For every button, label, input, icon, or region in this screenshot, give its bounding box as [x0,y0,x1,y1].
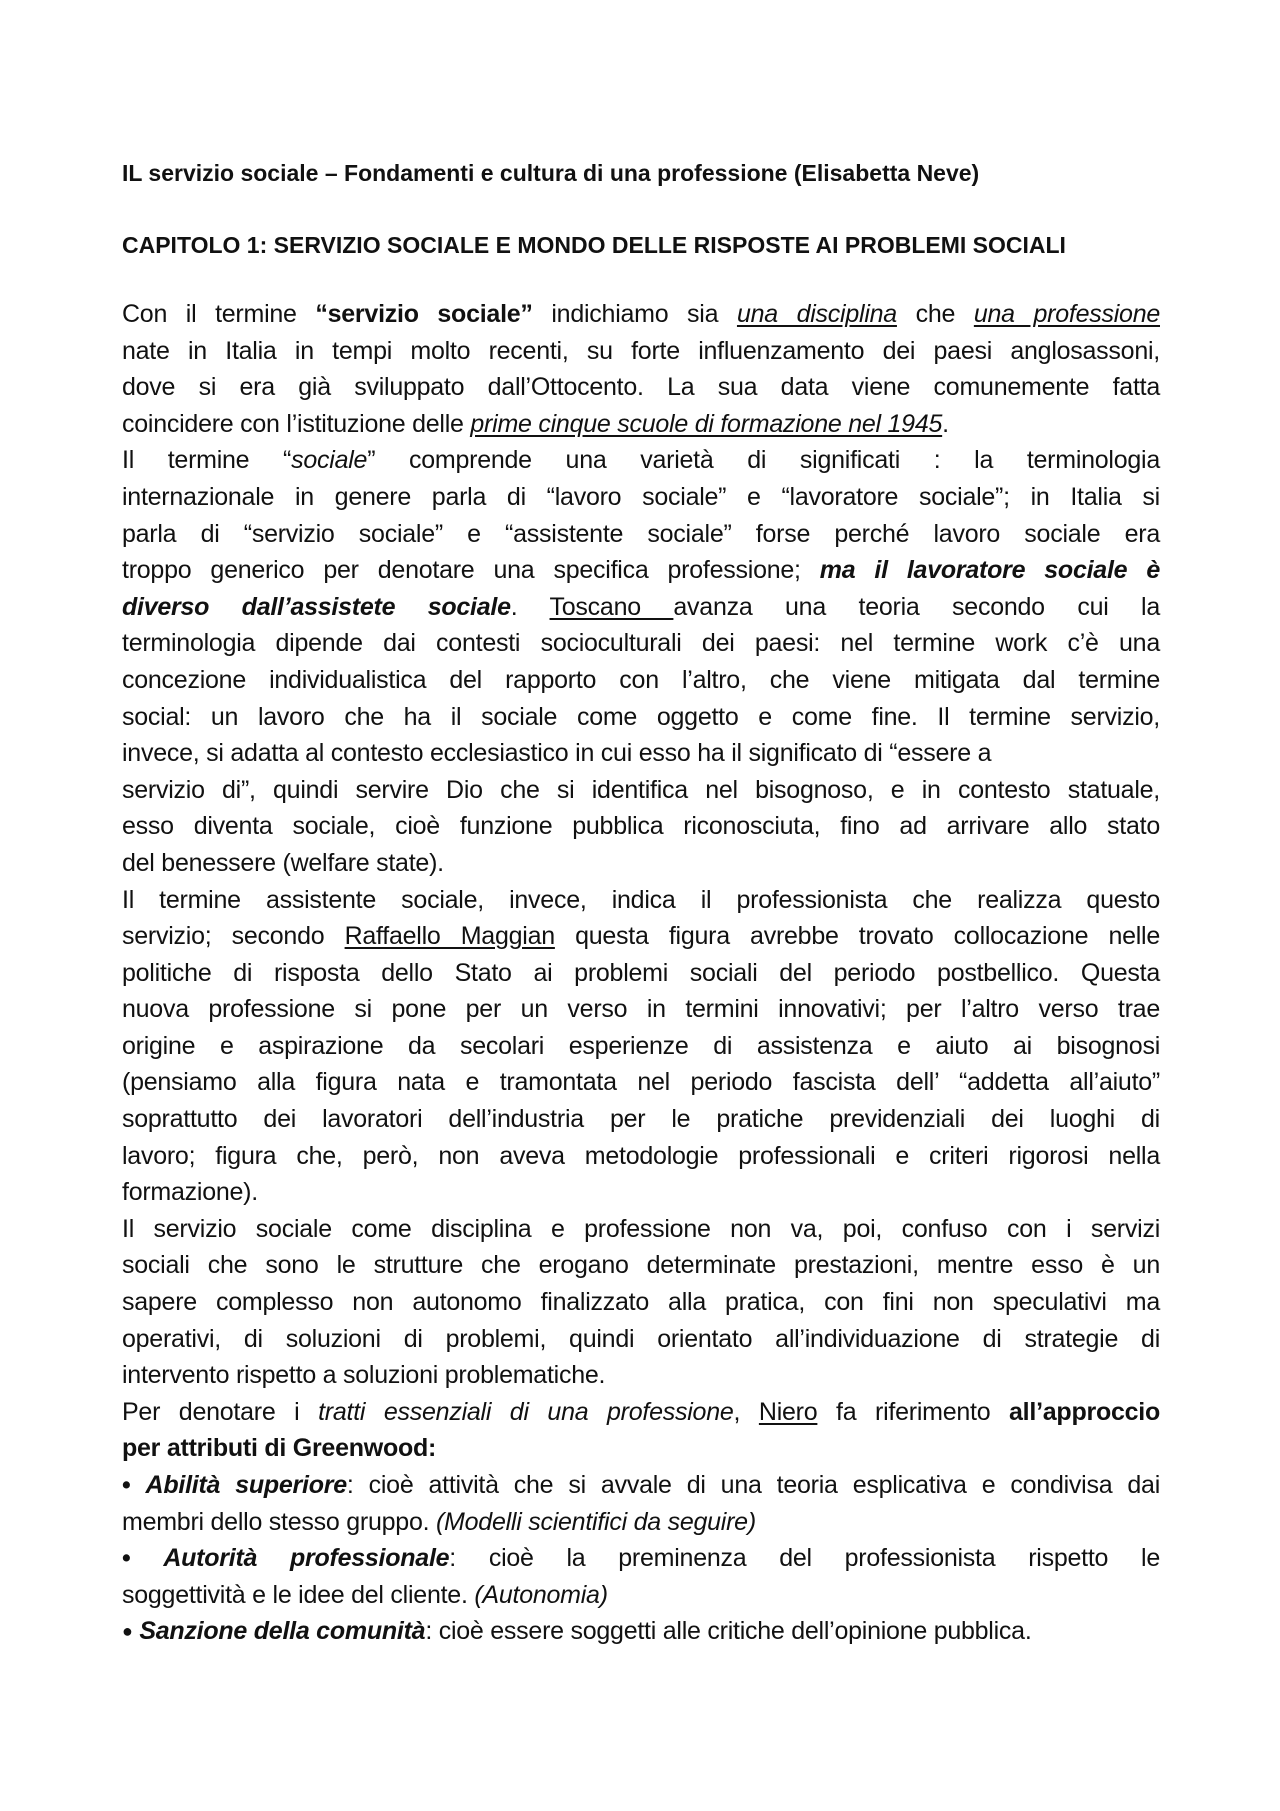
text-line: troppo generico per denotare una specifica professione; ma il lavoratore sociale è [122,556,1160,585]
paragraph-1 [122,296,1160,442]
attributes-list [122,1467,1160,1650]
text-line: esso diventa sociale, cioè funzione pubblica riconosciuta, fino ad arrivare allo stato [122,812,1160,841]
text-line: parla di “servizio sociale” e “assistente sociale” forse perché lavoro sociale era [122,519,1160,548]
text-line: (pensiamo alla figura nata e tramontata nel periodo fascista dell’ “addetta all’aiuto” [122,1068,1160,1097]
list-item: • Autorità professionale: cioè la preminenza del professionista rispetto le [122,1544,1160,1573]
list-item: ● Sanzione della comunità: cioè essere soggetti alle critiche dell’opinione pubblica. [122,1617,1032,1646]
text-line: internazionale in genere parla di “lavoro sociale” e “lavoratore sociale”; in Italia si [122,482,1160,511]
text-line: Per denotare i tratti essenziali di una professione, Niero fa riferimento all’approccio [122,1397,1160,1426]
chapter-heading: CAPITOLO 1: SERVIZIO SOCIALE E MONDO DELLE RISPOSTE AI PROBLEMI SOCIALI [122,232,1066,258]
text-line: concezione individualistica del rapporto con l’altro, che viene mitigata dal termine [122,665,1160,694]
list-item: • Abilità superiore: cioè attività che si avvale di una teoria esplicativa e condivisa dai [122,1471,1160,1499]
text-line: nuova professione si pone per un verso in termini innovativi; per l’altro verso trae [122,995,1160,1024]
text-line: sapere complesso non autonomo finalizzato alla pratica, con fini non speculativi ma [122,1288,1160,1317]
text-line: politiche di risposta dello Stato ai problemi sociali del periodo postbellico. Questa [122,958,1160,987]
text-line: terminologia dipende dai contesti socioculturali dei paesi: nel termine work c’è una [122,629,1160,658]
text-line: lavoro; figura che, però, non aveva metodologie professionali e criteri rigorosi nella [122,1141,1160,1170]
text-line: invece, si adatta al contesto ecclesiastico in cui esso ha il significato di “essere a [122,739,992,768]
text-line: coincidere con l’istituzione delle prime cinque scuole di formazione nel 1945. [122,409,949,438]
text-line: per attributi di Greenwood: [122,1434,437,1463]
list-item-continuation: membri dello stesso gruppo. (Modelli scientifici da seguire) [122,1507,756,1536]
text-line: soprattutto dei lavoratori dell’industria per le pratiche previdenziali dei luoghi di [122,1105,1160,1134]
text-line: Il servizio sociale come disciplina e professione non va, poi, confuso con i servizi [122,1214,1160,1243]
text-line: social: un lavoro che ha il sociale come oggetto e come fine. Il termine servizio, [122,702,1160,731]
bullet-icon: • [122,1544,131,1573]
text-line: del benessere (welfare state). [122,848,444,877]
text-line: Con il termine “servizio sociale” indichiamo sia una disciplina che una professione [122,300,1160,328]
bullet-icon: ● [122,1621,133,1642]
bullet-icon: • [122,1471,131,1499]
text-line: Il termine “sociale” comprende una varietà di significati : la terminologia [122,446,1160,475]
text-line: origine e aspirazione da secolari esperienze di assistenza e aiuto ai bisognosi [122,1031,1160,1060]
text-line: servizio; secondo Raffaello Maggian questa figura avrebbe trovato collocazione nelle [122,922,1161,951]
paragraph-5 [122,1394,1160,1467]
paragraph-2 [122,442,1160,881]
text-line: servizio di”, quindi servire Dio che si identifica nel bisognoso, e in contesto statuale, [122,775,1160,804]
text-line: formazione). [122,1178,258,1207]
text-line: diverso dall’assistete sociale. Toscano avanza una teoria secondo cui la [122,592,1160,621]
text-line: intervento rispetto a soluzioni problematiche. [122,1361,606,1390]
document-title: IL servizio sociale – Fondamenti e cultura di una professione (Elisabetta Neve) [122,160,980,186]
list-item-continuation: soggettività e le idee del cliente. (Autonomia) [122,1580,608,1609]
text-line: operativi, di soluzioni di problemi, quindi orientato all’individuazione di strategie di [122,1324,1160,1353]
paragraph-3 [122,882,1160,1211]
text-line: nate in Italia in tempi molto recenti, su forte influenzamento dei paesi anglosassoni, [122,336,1160,365]
paragraph-4 [122,1211,1160,1394]
text-line: sociali che sono le strutture che erogano determinate prestazioni, mentre esso è un [122,1251,1160,1280]
text-line: Il termine assistente sociale, invece, indica il professionista che realizza questo [122,885,1160,914]
text-line: dove si era già sviluppato dall’Ottocento. La sua data viene comunemente fatta [122,373,1160,402]
